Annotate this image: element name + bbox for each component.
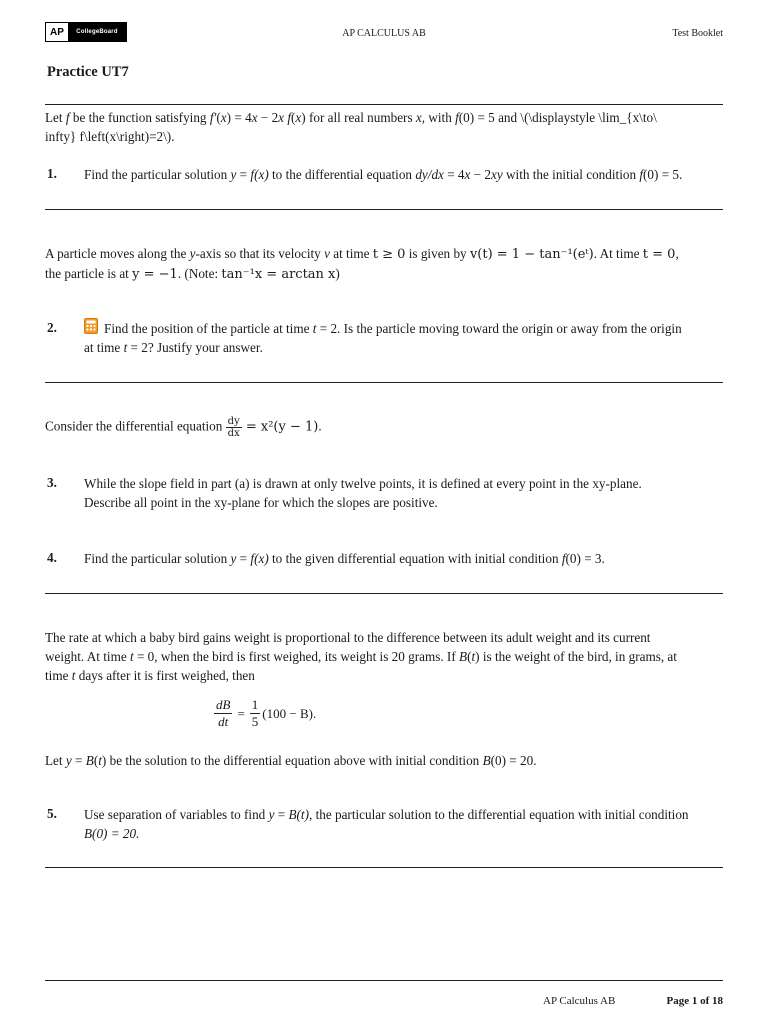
footer-divider [45,980,723,981]
question-3-number: 3. [47,475,57,490]
question-3-text: While the slope field in part (a) is drawn at only twelve points, it is defined at every point in the xy-plane. Describe all point in the xy-plane for which the slopes are positive. [84,476,642,510]
footer-course: AP Calculus AB [543,995,616,1007]
calculator-icon [84,318,98,334]
divider [45,593,723,594]
stem-2: A particle moves along the y-axis so that its velocity v at time t ≥ 0 is given by v(t) = 1 − tan⁻¹(eᵗ). At time t = 0, the particle is at y = −1. (Note: tan⁻¹x = arctan x) [45,246,679,282]
page-title: Practice UT7 [47,64,129,80]
question-4-text: Find the particular solution y = f(x) to the given differential equation with initial condition f(0) = 3. [84,551,605,566]
divider [45,382,723,383]
stem-3: Consider the differential equation $\frac{dy}{dx}$ = x²(y − 1). [45,416,322,439]
page-number: Page 1 of 18 [666,995,723,1007]
question-5-number: 5. [47,806,57,821]
ap-logo-mark: AP [46,23,68,41]
question-2-number: 2. [47,320,57,335]
collegeboard-logo-mark: CollegeBoard [68,23,126,41]
question-4-number: 4. [47,550,57,565]
question-5-text: Use separation of variables to find y = B(t), the particular solution to the differential equation with initial condition B(0) = 20. [84,807,689,841]
divider [45,104,723,105]
header-center: AP CALCULUS AB [342,28,426,39]
stem-4-definition: Let y = B(t) be the solution to the differential equation above with initial condition B(0) = 20. [45,753,537,768]
question-1-number: 1. [47,166,57,181]
divider [45,867,723,868]
display-equation: $\frac{dB}{dt}$ = $\frac{1}{5}$ (100 − B). [216,697,317,729]
question-2-line-2: at time t = 2? Justify your answer. [84,340,263,355]
question-1-text: Find the particular solution y = f(x) to the differential equation dy/dx = 4x − 2xy with the initial condition f(0) = 5. [84,167,683,182]
question-2-line-1: Find the position of the particle at time t = 2. Is the particle moving toward the origin or away from the origin [104,321,682,336]
header-right: Test Booklet [672,28,723,39]
stem-4: The rate at which a baby bird gains weight is proportional to the difference between its adult weight and its current weight. At time t = 0, when the bird is first weighed, its weight is 20 grams. If B(t) is the weight of the bird, in grams, at time t days after it is first weighed, then [45,630,677,683]
divider [45,209,723,210]
stem-1: Let f be the function satisfying f′(x) = 4x − 2x f(x) for all real numbers x, with f(0) = 5 and \(\displaystyle \lim_{x\to\ infty} f\left(x\right)=2\). [45,110,657,144]
